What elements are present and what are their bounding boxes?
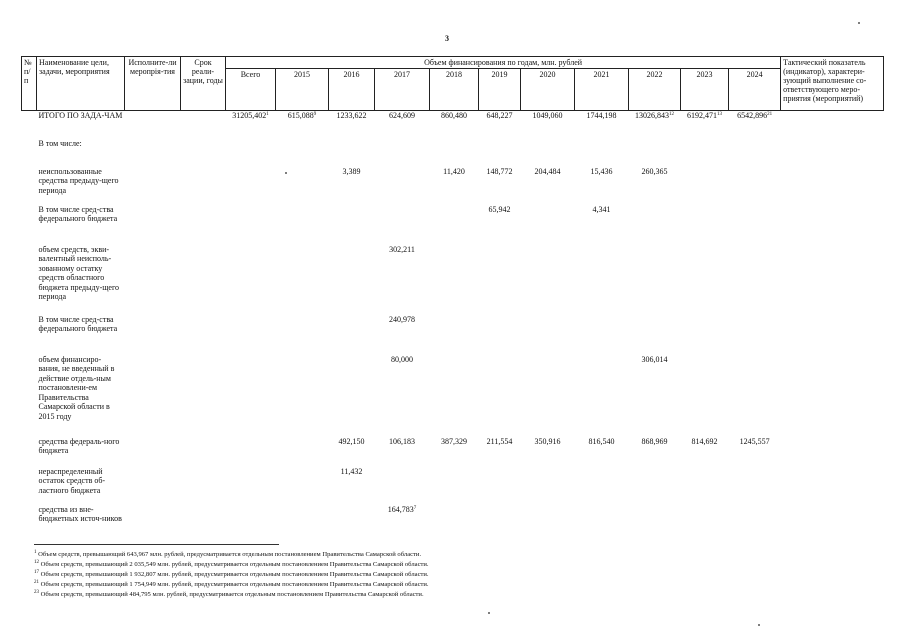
value-cell <box>329 437 375 467</box>
row-executor <box>125 315 181 355</box>
row-term <box>181 111 226 139</box>
cell-value: 260,365 <box>641 166 668 176</box>
cell-value: 816,540 <box>588 436 615 446</box>
row-term <box>181 245 226 315</box>
table-row <box>22 355 884 437</box>
row-executor <box>125 355 181 437</box>
row-executor <box>125 437 181 467</box>
value-cell <box>521 505 575 539</box>
value-cell <box>430 111 479 139</box>
table-row <box>22 139 884 167</box>
value-cell <box>329 167 375 205</box>
value-cell <box>629 245 681 315</box>
value-cell <box>226 467 276 505</box>
row-indicator <box>781 437 884 467</box>
value-cell <box>276 205 329 245</box>
scan-speck <box>488 612 490 614</box>
table-row <box>22 245 884 315</box>
value-cell <box>681 315 729 355</box>
value-cell <box>681 505 729 539</box>
header-year: 2023 <box>681 69 729 111</box>
header-name: Наименование цели, задачи, мероприятия <box>37 57 125 111</box>
value-cell <box>629 205 681 245</box>
value-cell <box>575 355 629 437</box>
cell-value: 13026,843 <box>635 111 669 120</box>
cell-value: 3,389 <box>342 166 361 176</box>
cell-value: 80,000 <box>391 354 413 364</box>
value-cell <box>375 167 430 205</box>
value-cell <box>575 245 629 315</box>
value-cell <box>729 167 781 205</box>
value-cell <box>681 139 729 167</box>
row-term <box>181 505 226 539</box>
value-cell <box>729 355 781 437</box>
value-cell <box>329 467 375 505</box>
value-cell <box>430 245 479 315</box>
value-cell <box>479 139 521 167</box>
row-indicator <box>781 111 884 139</box>
value-cell <box>276 505 329 539</box>
cell-value: 350,916 <box>534 436 561 446</box>
value-cell <box>479 437 521 467</box>
value-cell <box>729 205 781 245</box>
table-row <box>22 467 884 505</box>
value-cell <box>479 467 521 505</box>
value-cell <box>575 111 629 139</box>
value-cell <box>521 139 575 167</box>
value-cell <box>575 437 629 467</box>
value-cell <box>681 245 729 315</box>
cell-value: 6542,896 <box>737 111 768 120</box>
value-cell <box>329 505 375 539</box>
value-cell <box>729 315 781 355</box>
row-num <box>22 111 37 139</box>
header-year: 2016 <box>329 69 375 111</box>
value-cell <box>226 315 276 355</box>
value-cell <box>430 505 479 539</box>
row-num <box>22 467 37 505</box>
table-row <box>22 167 884 205</box>
value-cell <box>681 355 729 437</box>
value-cell <box>681 437 729 467</box>
row-term <box>181 467 226 505</box>
row-indicator <box>781 205 884 245</box>
value-cell <box>430 315 479 355</box>
footnote-mark: 12 <box>34 560 39 565</box>
value-cell <box>375 245 430 315</box>
value-cell <box>375 355 430 437</box>
value-cell <box>226 139 276 167</box>
value-cell <box>629 315 681 355</box>
value-cell <box>430 355 479 437</box>
value-cell <box>375 437 430 467</box>
row-term <box>181 315 226 355</box>
cell-value: 148,772 <box>486 166 513 176</box>
value-cell <box>521 111 575 139</box>
value-cell <box>629 167 681 205</box>
value-cell <box>226 245 276 315</box>
header-year: 2024 <box>729 69 781 111</box>
header-funding-group: Объем финансирования по годам, млн. рублей <box>226 57 781 69</box>
cell-value: 4,341 <box>592 204 611 214</box>
value-cell <box>226 437 276 467</box>
row-indicator <box>781 505 884 539</box>
row-executor <box>125 111 181 139</box>
value-cell <box>521 437 575 467</box>
row-num <box>22 437 37 467</box>
scan-speck <box>858 22 860 24</box>
row-label: В том числе сред-ства федерального бюджета <box>38 314 118 333</box>
cell-value: 615,088 <box>287 111 314 120</box>
value-cell <box>375 315 430 355</box>
value-cell <box>575 315 629 355</box>
value-cell <box>575 205 629 245</box>
value-cell <box>479 245 521 315</box>
scan-speck <box>758 624 760 626</box>
header-year: 2022 <box>629 69 681 111</box>
value-cell <box>329 355 375 437</box>
table-row <box>22 111 884 139</box>
cell-value: 15,436 <box>590 166 613 176</box>
cell-value: 387,329 <box>441 436 467 446</box>
value-cell <box>375 205 430 245</box>
footnote-ref: 12 <box>669 112 674 117</box>
footnote-mark: 1 <box>34 550 37 555</box>
value-cell <box>276 437 329 467</box>
value-cell <box>226 355 276 437</box>
value-cell <box>629 111 681 139</box>
footnote-mark: 21 <box>34 580 39 585</box>
cell-value: 814,692 <box>691 436 718 446</box>
value-cell <box>276 467 329 505</box>
footnote-ref: 9 <box>313 112 317 117</box>
value-cell <box>479 167 521 205</box>
footnote-mark: 17 <box>34 570 39 575</box>
cell-value: 1245,557 <box>739 436 770 446</box>
value-cell <box>430 205 479 245</box>
cell-value: 302,211 <box>389 244 415 254</box>
row-label: объем средств, экви-валентный неисполь-зованному остатку средств областного бюджета предыду-щего периода <box>38 244 120 301</box>
value-cell <box>226 111 276 139</box>
value-cell <box>226 205 276 245</box>
value-cell <box>729 111 781 139</box>
cell-value: 860,480 <box>441 111 467 120</box>
footnote-mark: 23 <box>34 590 39 595</box>
value-cell <box>575 167 629 205</box>
row-num <box>22 355 37 437</box>
header-year: 2017 <box>375 69 430 111</box>
table-header <box>22 57 884 111</box>
value-cell <box>521 245 575 315</box>
value-cell <box>375 467 430 505</box>
row-term <box>181 167 226 205</box>
value-cell <box>430 139 479 167</box>
table-row <box>22 505 884 539</box>
header-year: 2019 <box>479 69 521 111</box>
cell-value: 1049,060 <box>532 111 563 120</box>
row-label: средства из вне-бюджетных источ-ников <box>38 504 122 523</box>
value-cell <box>329 111 375 139</box>
row-num <box>22 315 37 355</box>
footnote-ref: 7 <box>413 505 417 511</box>
value-cell <box>521 355 575 437</box>
value-cell <box>226 505 276 539</box>
scan-speck <box>285 172 287 174</box>
row-executor <box>125 505 181 539</box>
value-cell <box>521 167 575 205</box>
value-cell <box>226 167 276 205</box>
footnotes <box>34 550 429 600</box>
footnote-ref: 21 <box>767 112 773 117</box>
value-cell <box>479 111 521 139</box>
value-cell <box>729 245 781 315</box>
cell-value: 624,609 <box>389 111 415 120</box>
value-cell <box>729 467 781 505</box>
row-label: неиспользованные средства предыду-щего периода <box>38 166 119 195</box>
header-year: 2015 <box>276 69 329 111</box>
value-cell <box>329 205 375 245</box>
footnote <box>34 580 429 590</box>
row-executor <box>125 205 181 245</box>
cell-value: 868,969 <box>641 436 668 446</box>
header-year: 2021 <box>575 69 629 111</box>
value-cell <box>479 205 521 245</box>
value-cell <box>575 467 629 505</box>
row-num <box>22 139 37 167</box>
row-executor <box>125 245 181 315</box>
row-label: нераспределенный остаток средств об-ластного бюджета <box>38 466 106 495</box>
value-cell <box>375 139 430 167</box>
row-term <box>181 437 226 467</box>
header-executor: Исполните-ли меропрія-тия <box>125 57 181 111</box>
header-indicator: Тактический показатель (индикатор), характери-зующий выполнение со-ответствующего меро-приятия (мероприятий) <box>781 57 884 111</box>
cell-value: 648,227 <box>486 111 513 120</box>
value-cell <box>430 167 479 205</box>
footnote-text: Объем средств, превышающий 643,967 млн. рублей, предусматривается отдельным постановлением Правительства Самарской области. <box>38 551 422 558</box>
header-num: № п/п <box>22 57 37 111</box>
cell-value: 31205,402 <box>232 111 267 120</box>
footnote-text: Объем средств, превышающий 1 754,949 млн. рублей, предусматривается отдельным постановлением Правительства Самарской области. <box>40 581 429 588</box>
row-executor <box>125 467 181 505</box>
cell-value: 106,183 <box>389 436 415 446</box>
value-cell <box>681 205 729 245</box>
value-cell <box>479 315 521 355</box>
value-cell <box>629 467 681 505</box>
page-number: 3 <box>445 34 449 43</box>
row-label: объем финансиро-вания, не введенный в действие отдель-ным постановлени-ем Правительства Самарской области в 2015 году <box>38 354 115 421</box>
value-cell <box>329 139 375 167</box>
value-cell <box>681 167 729 205</box>
row-num <box>22 167 37 205</box>
value-cell <box>681 467 729 505</box>
footnote <box>34 570 429 580</box>
value-cell <box>521 205 575 245</box>
cell-value: 204,484 <box>534 166 561 176</box>
table-row <box>22 315 884 355</box>
value-cell <box>329 245 375 315</box>
footnote-ref: 1 <box>266 112 269 117</box>
row-term <box>181 205 226 245</box>
row-executor <box>125 167 181 205</box>
footnote <box>34 560 429 570</box>
value-cell <box>629 355 681 437</box>
value-cell <box>276 111 329 139</box>
funding-table <box>21 56 884 539</box>
row-indicator <box>781 315 884 355</box>
row-indicator <box>781 467 884 505</box>
cell-value: 1744,198 <box>586 111 617 120</box>
row-label: средства федераль-ного бюджета <box>38 436 120 455</box>
value-cell <box>479 505 521 539</box>
header-year: 2018 <box>430 69 479 111</box>
value-cell <box>629 437 681 467</box>
value-cell <box>629 505 681 539</box>
cell-value: 164,783 <box>387 504 414 514</box>
footnote <box>34 590 429 600</box>
value-cell <box>575 505 629 539</box>
value-cell <box>575 139 629 167</box>
cell-value: 211,554 <box>486 436 513 446</box>
value-cell <box>430 437 479 467</box>
value-cell <box>521 467 575 505</box>
row-num <box>22 245 37 315</box>
cell-value: 1233,622 <box>336 111 367 120</box>
row-term <box>181 355 226 437</box>
footnote-text: Объем средств, превышающий 484,795 млн. рублей, предусматривается отдельным постановлением Правительства Самарской области. <box>40 591 424 598</box>
value-cell <box>629 139 681 167</box>
footnote-text: Объем средств, превышающий 2 035,549 млн. рублей, предусматривается отдельным постановлением Правительства Самарской области. <box>40 561 429 568</box>
row-indicator <box>781 245 884 315</box>
cell-value: 306,014 <box>641 354 668 364</box>
value-cell <box>276 139 329 167</box>
value-cell <box>430 467 479 505</box>
cell-value: 65,942 <box>488 204 511 214</box>
table-row <box>22 437 884 467</box>
row-num <box>22 505 37 539</box>
cell-value: 11,432 <box>340 466 363 476</box>
footnote-ref: 13 <box>717 112 722 117</box>
value-cell <box>729 505 781 539</box>
row-label: В том числе: <box>38 138 82 148</box>
row-num <box>22 205 37 245</box>
row-term <box>181 139 226 167</box>
value-cell <box>276 355 329 437</box>
header-total: Всего <box>226 69 276 111</box>
value-cell <box>375 505 430 539</box>
table-row <box>22 205 884 245</box>
footnote <box>34 550 429 560</box>
value-cell <box>521 315 575 355</box>
value-cell <box>729 437 781 467</box>
value-cell <box>681 111 729 139</box>
cell-value: 492,150 <box>338 436 365 446</box>
footnote-rule <box>34 544 279 545</box>
cell-value: 11,420 <box>443 166 465 176</box>
table-body <box>22 111 884 539</box>
header-year: 2020 <box>521 69 575 111</box>
row-label: В том числе сред-ства федерального бюджета <box>38 204 118 223</box>
value-cell <box>729 139 781 167</box>
footnote-text: Объем средств, превышающий 1 932,807 млн. рублей, предусматривается отдельным постановлением Правительства Самарской области. <box>40 571 429 578</box>
row-executor <box>125 139 181 167</box>
value-cell <box>479 355 521 437</box>
header-term: Срок реали-зации, годы <box>181 57 226 111</box>
value-cell <box>276 245 329 315</box>
cell-value: 6192,471 <box>687 111 717 120</box>
value-cell <box>276 315 329 355</box>
row-indicator <box>781 167 884 205</box>
row-indicator <box>781 139 884 167</box>
value-cell <box>276 167 329 205</box>
row-label: ИТОГО ПО ЗАДА-ЧАМ <box>38 111 123 120</box>
row-indicator <box>781 355 884 437</box>
value-cell <box>329 315 375 355</box>
cell-value: 240,978 <box>389 314 415 324</box>
value-cell <box>375 111 430 139</box>
